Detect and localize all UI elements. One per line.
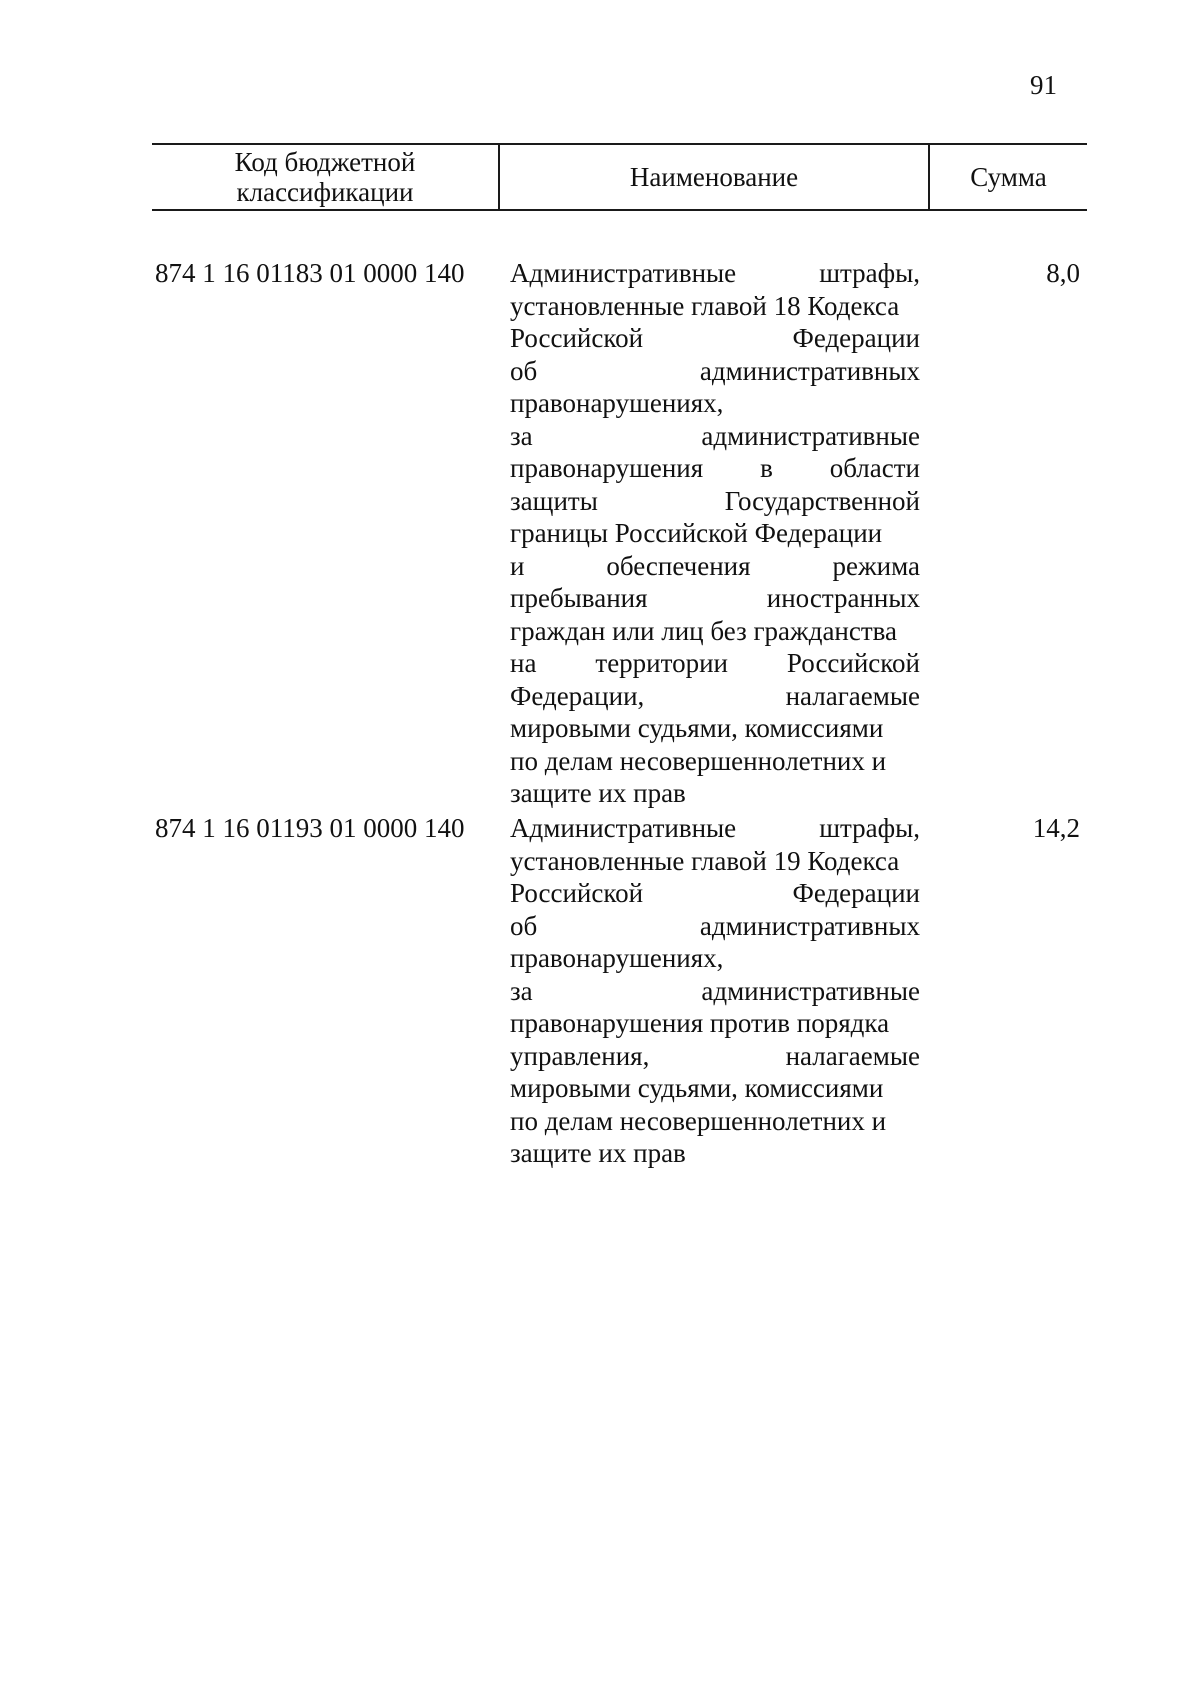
name-word: Федерации [792, 878, 920, 908]
name-word: Российской [786, 648, 920, 678]
name-word: защите их прав [510, 778, 686, 808]
name-word: правонарушения против порядка [510, 1008, 890, 1038]
name-text-line [510, 777, 920, 810]
name-text-line [510, 550, 920, 583]
name-word: Административные [510, 813, 737, 843]
table-header-bottom-rule [152, 209, 1087, 211]
name-word: правонарушениях, [510, 388, 724, 418]
name-word: Административные [510, 258, 737, 288]
name-word: за [510, 420, 533, 451]
name-word: граждан или лиц без гражданства [510, 615, 898, 646]
name-text-line [510, 680, 920, 713]
name-text-line [510, 420, 920, 453]
name-word: об [510, 910, 538, 941]
column-header-sum: Сумма [970, 162, 1047, 192]
name-text-line [510, 1137, 920, 1170]
name-word: пребывания [510, 583, 648, 613]
name-word: штрафы, [819, 813, 920, 843]
name-word: режима [832, 550, 920, 581]
name-word: Федерации, [510, 680, 645, 711]
name-text-line [510, 910, 920, 943]
budget-code: 874 1 16 01183 01 0000 140 [155, 258, 465, 288]
name-word: налагаемые [785, 1040, 920, 1071]
name-word: и [510, 550, 525, 581]
name-text-line [510, 582, 920, 615]
name-word: управления, [510, 1040, 650, 1071]
name-word: обеспечения [606, 550, 751, 581]
name-text-line [510, 975, 920, 1008]
name-word: защите их прав [510, 1138, 686, 1168]
name-text-line [510, 1072, 920, 1105]
name-word: границы Российской Федерации [510, 518, 883, 548]
item-sum: 14,2 [1032, 813, 1080, 843]
name-word: по делам несовершеннолетних и [510, 745, 887, 776]
item-name [510, 812, 920, 1170]
name-text-line [510, 745, 920, 778]
name-word: Российской [510, 323, 644, 353]
name-text-line [510, 322, 920, 355]
name-word: за [510, 975, 533, 1006]
name-text-line [510, 1105, 920, 1138]
name-text-line [510, 812, 920, 845]
name-word: мировыми судьями, комиссиями [510, 713, 884, 743]
name-word: Федерации [792, 323, 920, 353]
name-text-line [510, 387, 920, 420]
name-text-line [510, 290, 920, 323]
name-text-line [510, 485, 920, 518]
name-word: правонарушения [510, 453, 704, 483]
name-text-line [510, 1040, 920, 1073]
name-word: территории [595, 648, 728, 678]
name-text-line [510, 257, 920, 290]
name-word: административных [699, 355, 920, 386]
name-word: Государственной [724, 485, 920, 516]
name-text-line [510, 712, 920, 745]
name-word: об [510, 355, 538, 386]
item-name [510, 257, 920, 810]
name-word: установленные главой 18 Кодекса [510, 290, 900, 321]
name-text-line [510, 877, 920, 910]
column-header-name: Наименование [629, 162, 799, 192]
name-word: защиты [510, 485, 598, 516]
name-word: в [760, 453, 773, 483]
name-text-line [510, 452, 920, 485]
item-sum: 8,0 [1046, 258, 1080, 288]
name-word: иностранных [766, 583, 920, 613]
name-text-line [510, 647, 920, 680]
name-word: штрафы, [819, 258, 920, 288]
page-number: 91 [1030, 70, 1057, 100]
name-word: мировыми судьями, комиссиями [510, 1073, 884, 1103]
name-word: установленные главой 19 Кодекса [510, 845, 900, 876]
name-word: области [829, 453, 920, 483]
name-word: налагаемые [785, 680, 920, 711]
name-word: по делам несовершеннолетних и [510, 1105, 887, 1136]
name-text-line [510, 1007, 920, 1040]
name-text-line [510, 845, 920, 878]
name-text-line [510, 355, 920, 388]
name-text-line [510, 517, 920, 550]
budget-code: 874 1 16 01193 01 0000 140 [155, 813, 465, 843]
name-word: административные [701, 975, 920, 1006]
name-word: административных [699, 910, 920, 941]
name-word: на [510, 648, 537, 678]
name-word: Российской [510, 878, 644, 908]
name-text-line [510, 942, 920, 975]
column-header-code: Код бюджетной классификации [234, 147, 416, 207]
name-word: административные [701, 420, 920, 451]
name-word: правонарушениях, [510, 943, 724, 973]
name-text-line [510, 615, 920, 648]
